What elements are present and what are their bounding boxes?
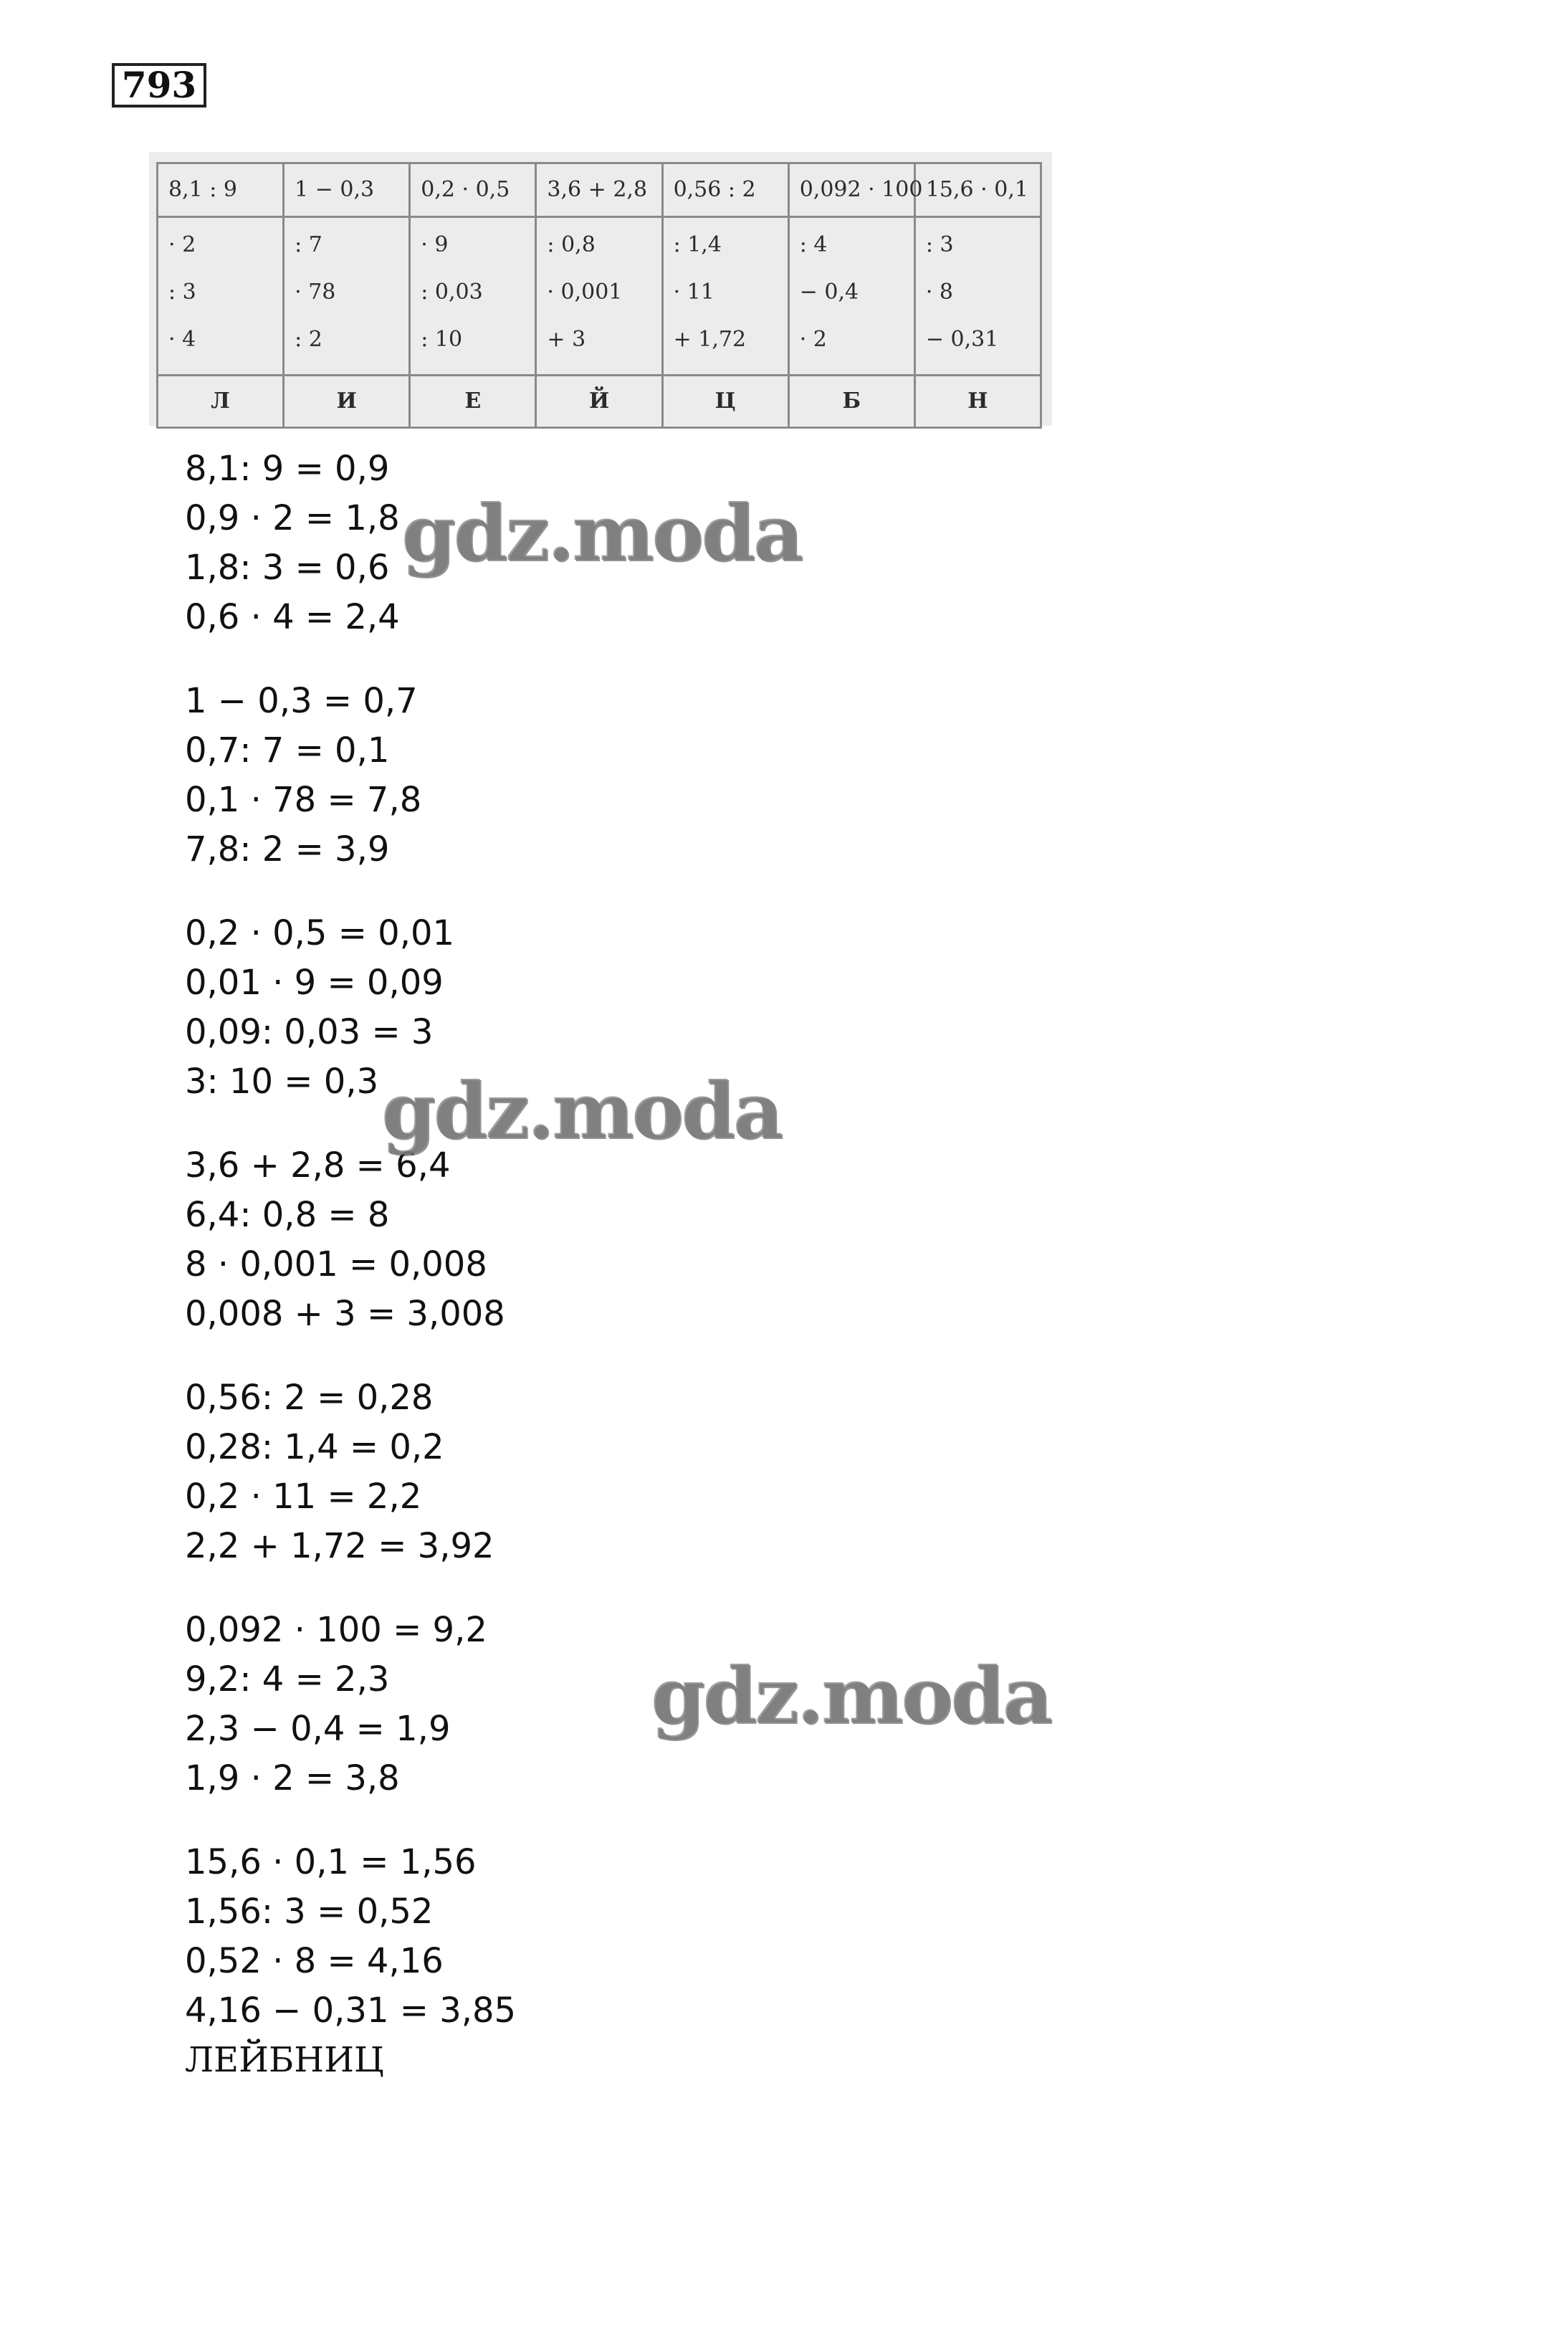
solution-line: 1,8: 3 = 0,6 [185,548,390,588]
operations-cell [536,217,662,376]
operation: · 9 [421,232,449,257]
operations-cell [410,217,536,376]
letter-cell: Е [410,376,536,428]
operation: · 78 [295,280,336,305]
table-header-row [158,163,1041,217]
operations-cell [284,217,410,376]
operations-cell [158,217,284,376]
solution-line: 0,52 · 8 = 4,16 [185,1941,444,1981]
solution-chain [185,1838,516,2036]
operation: : 3 [925,232,954,257]
solution-line: 8 · 0,001 = 0,008 [185,1244,487,1284]
task-number: 793 [112,63,206,108]
operation: : 4 [799,232,828,257]
letter-cell: Л [158,376,284,428]
watermark: gdz.moda [401,488,801,578]
header-cell: 1 − 0,3 [284,163,410,217]
operations-cell [914,217,1041,376]
operation: − 0,4 [799,280,859,305]
operations-cell [788,217,914,376]
operation: + 3 [547,327,586,352]
solution-line: 3: 10 = 0,3 [185,1062,379,1102]
solution-line: 0,56: 2 = 0,28 [185,1378,434,1418]
header-cell: 3,6 + 2,8 [536,163,662,217]
letter-cell: Й [536,376,662,428]
operation: · 8 [925,280,954,305]
operation: + 1,72 [673,327,747,352]
operation: : 10 [421,327,463,352]
solution-line: 0,2 · 11 = 2,2 [185,1477,422,1517]
solution-line: 1,56: 3 = 0,52 [185,1892,434,1932]
solution-line: 0,01 · 9 = 0,09 [185,963,444,1003]
operation: · 11 [673,280,714,305]
operation: − 0,31 [925,327,999,352]
operation: · 4 [168,327,196,352]
operations-cell [662,217,788,376]
solutions [185,444,516,2085]
operation: · 2 [168,232,196,257]
header-cell: 0,092 · 100 [788,163,914,217]
solution-line: 0,7: 7 = 0,1 [185,730,390,771]
table-operations-row [158,217,1041,376]
header-cell: 8,1 : 9 [158,163,284,217]
operation: · 2 [799,327,827,352]
solution-line: 6,4: 0,8 = 8 [185,1195,390,1235]
operations-table [156,162,1042,429]
watermark: gdz.moda [651,1651,1051,1741]
header-cell: 15,6 · 0,1 [914,163,1041,217]
solution-line: 0,2 · 0,5 = 0,01 [185,913,455,953]
operation: : 3 [168,280,196,305]
solution-chain [185,677,516,874]
solution-line: 0,09: 0,03 = 3 [185,1012,434,1052]
solution-line: 0,28: 1,4 = 0,2 [185,1427,444,1467]
solution-line: 2,3 − 0,4 = 1,9 [185,1709,451,1749]
solution-line: 1 − 0,3 = 0,7 [185,681,418,721]
answer-word: ЛЕЙБНИЦ [185,2040,384,2080]
solution-line: 9,2: 4 = 2,3 [185,1659,390,1699]
operation: · 0,001 [547,280,623,305]
solution-line: 0,9 · 2 = 1,8 [185,498,400,538]
solution-line: 0,092 · 100 = 9,2 [185,1610,487,1650]
letter-cell: Н [914,376,1041,428]
solution-line: 15,6 · 0,1 = 1,56 [185,1842,477,1882]
solution-chain [185,1606,516,1803]
header-cell: 0,2 · 0,5 [410,163,536,217]
solution-line: 0,008 + 3 = 3,008 [185,1294,505,1334]
solution-chain [185,1141,516,1339]
solution-chain [185,1373,516,1571]
letter-cell: Ц [662,376,788,428]
header-cell: 0,56 : 2 [662,163,788,217]
watermark: gdz.moda [381,1066,781,1156]
solution-line: 4,16 − 0,31 = 3,85 [185,1991,517,2031]
solution-line: 3,6 + 2,8 = 6,4 [185,1145,451,1186]
letter-cell: Б [788,376,914,428]
solution-line: 2,2 + 1,72 = 3,92 [185,1526,494,1566]
operation: : 0,03 [421,280,483,305]
solution-line: 0,1 · 78 = 7,8 [185,780,422,820]
operation: : 7 [295,232,322,257]
letter-cell: И [284,376,410,428]
solution-line: 0,6 · 4 = 2,4 [185,597,400,637]
solution-line: 1,9 · 2 = 3,8 [185,1758,400,1798]
textbook-table-scan [149,152,1052,426]
operation: : 2 [295,327,322,352]
operation: : 1,4 [673,232,722,257]
solution-line: 7,8: 2 = 3,9 [185,829,390,869]
table-letters-row [158,376,1041,428]
operation: : 0,8 [547,232,596,257]
solution-line: 8,1: 9 = 0,9 [185,449,390,489]
